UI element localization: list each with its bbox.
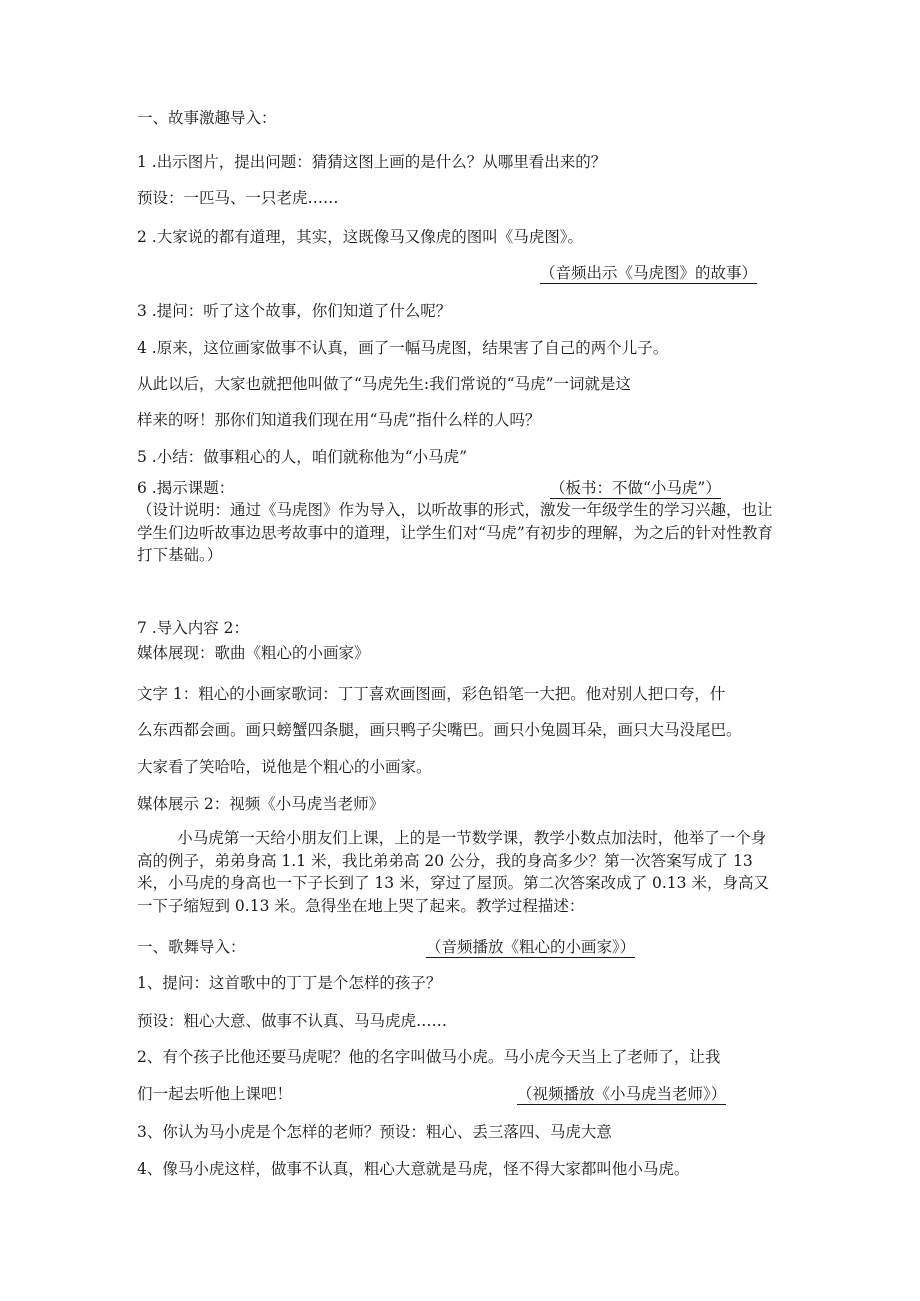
question-3: 3、你认为马小虎是个怎样的老师？预设：粗心、丢三落四、马虎大意 [137, 1123, 612, 1141]
item-3: 3 .提问：听了这个故事，你们知道了什么呢？ [137, 302, 452, 320]
item-2: 2 .大家说的都有道理，其实，这既像马又像虎的图叫《马虎图》。 [137, 228, 583, 246]
lyrics-line-1: 文字 1：粗心的小画家歌词：丁丁喜欢画图画，彩色铅笔一大把。他对别人把口夸，什 [137, 685, 726, 703]
video-play-note: （视频播放《小马虎当老师》） [517, 1085, 727, 1103]
board-note: （板书：不做“小马虎”） [550, 479, 721, 497]
item-1: 1 .出示图片，提出问题：猜猜这图上画的是什么？从哪里看出来的？ [137, 153, 607, 171]
lyrics-line-3: 大家看了笑哈哈，说他是个粗心的小画家。 [137, 758, 432, 776]
section-heading-story-intro: 一、故事激趣导入： [137, 109, 277, 127]
audio-note: （音频出示《马虎图》的故事） [540, 264, 758, 282]
item-6: 6 .揭示课题： [137, 479, 235, 497]
section-heading-dance-intro: 一、歌舞导入： [137, 938, 246, 956]
item-4-continued-2: 样来的呀！那你们知道我们现在用“马虎”指什么样的人吗？ [137, 411, 541, 429]
item-4: 4 .原来，这位画家做事不认真，画了一幅马虎图，结果害了自己的两个儿子。 [137, 339, 669, 357]
preset-2: 预设：粗心大意、做事不认真、马马虎虎…… [137, 1012, 448, 1030]
question-1: 1、提问：这首歌中的丁丁是个怎样的孩子？ [137, 974, 442, 992]
design-note: （设计说明：通过《马虎图》作为导入，以听故事的形式，激发一年级学生的学习兴趣，也让学生们边听故事边思考故事中的道理，让学生们对“马虎”有初步的理解，为之后的针对性教育打下基础。） [137, 501, 773, 564]
item-4-continued-1: 从此以后，大家也就把他叫做了“马虎先生:我们常说的“马虎”一词就是这 [137, 375, 631, 393]
media-song: 媒体展现：歌曲《粗心的小画家》 [137, 644, 370, 662]
preset-1: 预设：一匹马、一只老虎…… [137, 189, 339, 207]
lyrics-line-2: 么东西都会画。画只螃蟹四条腿，画只鸭子尖嘴巴。画只小兔圆耳朵，画只大马没尾巴。 [137, 721, 742, 739]
question-2-continued: 们一起去听他上课吧！ [137, 1085, 293, 1103]
question-4: 4、像马小虎这样，做事不认真，粗心大意就是马虎，怪不得大家都叫他小马虎。 [137, 1160, 690, 1178]
story-paragraph: 小马虎第一天给小朋友们上课，上的是一节数学课，教学小数点加法时，他举了一个身高的例子，弟弟身高 1.1 米，我比弟弟高 20 公分，我的身高多少？第一次答案写成了 13 米，小马虎的身高也一下子长到了 13 米，穿过了屋顶。第二次答案改成了 0.13 米，身高又一下子缩短到 0.13 米。急得坐在地上哭了起来。教学过程描述： [137, 829, 769, 915]
media-video: 媒体展示 2：视频《小马虎当老师》 [137, 795, 385, 813]
item-5: 5 .小结：做事粗心的人，咱们就称他为“小马虎” [137, 448, 468, 466]
question-2: 2、有个孩子比他还要马虎呢？他的名字叫做马小虎。马小虎今天当上了老师了，让我 [137, 1048, 721, 1066]
item-7: 7 .导入内容 2： [137, 619, 250, 637]
audio-play-note: （音频播放《粗心的小画家》） [426, 938, 636, 956]
